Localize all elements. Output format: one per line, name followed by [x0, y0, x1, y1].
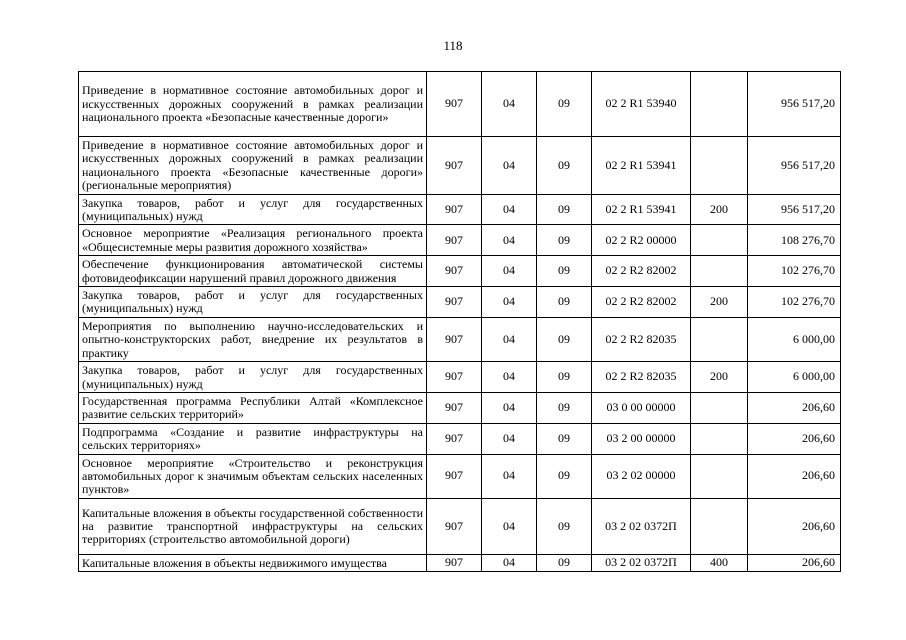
section-code: 04: [482, 225, 537, 256]
row-description: Закупка товаров, работ и услуг для государственных (муниципальных) нужд: [79, 194, 427, 225]
expense-type: 200: [691, 194, 748, 225]
row-description: Приведение в нормативное состояние автомобильных дорог и искусственных дорожных сооружений в рамках реализации национального проекта «Безопасные качественные дороги»: [79, 72, 427, 137]
section-code: 04: [482, 72, 537, 137]
section-code: 04: [482, 392, 537, 423]
target-article: 02 2 R2 82035: [592, 362, 691, 393]
row-description: Мероприятия по выполнению научно-исследовательских и опытно-конструкторских работ, внедрение их результатов в практику: [79, 317, 427, 361]
ministry-code: 907: [427, 392, 482, 423]
subsection-code: 09: [537, 454, 592, 498]
section-code: 04: [482, 137, 537, 195]
section-code: 04: [482, 317, 537, 361]
ministry-code: 907: [427, 317, 482, 361]
ministry-code: 907: [427, 137, 482, 195]
target-article: 02 2 R2 82002: [592, 256, 691, 287]
amount: 206,60: [748, 554, 841, 571]
ministry-code: 907: [427, 194, 482, 225]
table-row: [79, 72, 841, 137]
subsection-code: 09: [537, 392, 592, 423]
page-number: 118: [443, 38, 463, 53]
subsection-code: 09: [537, 72, 592, 137]
table-row: [79, 498, 841, 554]
ministry-code: 907: [427, 287, 482, 318]
amount: 102 276,70: [748, 256, 841, 287]
ministry-code: 907: [427, 454, 482, 498]
expense-type: [691, 225, 748, 256]
subsection-code: 09: [537, 256, 592, 287]
section-code: 04: [482, 256, 537, 287]
amount: 206,60: [748, 423, 841, 454]
target-article: 02 2 R1 53940: [592, 72, 691, 137]
table-row: [79, 317, 841, 361]
ministry-code: 907: [427, 256, 482, 287]
section-code: 04: [482, 287, 537, 318]
row-description: Государственная программа Республики Алтай «Комплексное развитие сельских территорий»: [79, 392, 427, 423]
subsection-code: 09: [537, 362, 592, 393]
ministry-code: 907: [427, 554, 482, 571]
target-article: 02 2 R1 53941: [592, 137, 691, 195]
table-row: [79, 362, 841, 393]
table-row: [79, 554, 841, 571]
expense-type: [691, 317, 748, 361]
row-description: Капитальные вложения в объекты недвижимого имущества: [79, 554, 427, 571]
amount: 108 276,70: [748, 225, 841, 256]
section-code: 04: [482, 498, 537, 554]
expense-type: 200: [691, 362, 748, 393]
row-description: Подпрограмма «Создание и развитие инфраструктуры на сельских территориях»: [79, 423, 427, 454]
target-article: 03 2 00 00000: [592, 423, 691, 454]
amount: 6 000,00: [748, 317, 841, 361]
subsection-code: 09: [537, 225, 592, 256]
target-article: 02 2 R1 53941: [592, 194, 691, 225]
amount: 206,60: [748, 392, 841, 423]
section-code: 04: [482, 554, 537, 571]
row-description: Обеспечение функционирования автоматической системы фотовидеофиксации нарушений правил дорожного движения: [79, 256, 427, 287]
table-row: [79, 256, 841, 287]
subsection-code: 09: [537, 317, 592, 361]
expense-type: [691, 423, 748, 454]
section-code: 04: [482, 362, 537, 393]
table-row: [79, 137, 841, 195]
expense-type: [691, 256, 748, 287]
amount: 6 000,00: [748, 362, 841, 393]
expense-type: [691, 137, 748, 195]
target-article: 03 2 02 0372П: [592, 498, 691, 554]
target-article: 03 0 00 00000: [592, 392, 691, 423]
expense-type: [691, 72, 748, 137]
row-description: Закупка товаров, работ и услуг для государственных (муниципальных) нужд: [79, 287, 427, 318]
target-article: 02 2 R2 82035: [592, 317, 691, 361]
row-description: Основное мероприятие «Реализация регионального проекта «Общесистемные меры развития дорожного хозяйства»: [79, 225, 427, 256]
amount: 956 517,20: [748, 137, 841, 195]
section-code: 04: [482, 194, 537, 225]
section-code: 04: [482, 423, 537, 454]
table-row: [79, 423, 841, 454]
amount: 206,60: [748, 498, 841, 554]
target-article: 03 2 02 0372П: [592, 554, 691, 571]
expense-type: 200: [691, 287, 748, 318]
subsection-code: 09: [537, 554, 592, 571]
ministry-code: 907: [427, 72, 482, 137]
table-row: [79, 454, 841, 498]
table-row: [79, 194, 841, 225]
expense-type: 400: [691, 554, 748, 571]
expense-type: [691, 392, 748, 423]
amount: 102 276,70: [748, 287, 841, 318]
table-row: [79, 287, 841, 318]
amount: 956 517,20: [748, 194, 841, 225]
budget-table-body: [79, 72, 841, 572]
row-description: Приведение в нормативное состояние автомобильных дорог и искусственных дорожных сооружений в рамках реализации национального проекта «Безопасные качественные дороги» (региональные мероприятия): [79, 137, 427, 195]
amount: 956 517,20: [748, 72, 841, 137]
ministry-code: 907: [427, 423, 482, 454]
ministry-code: 907: [427, 225, 482, 256]
subsection-code: 09: [537, 287, 592, 318]
budget-table: [78, 71, 841, 572]
subsection-code: 09: [537, 498, 592, 554]
ministry-code: 907: [427, 498, 482, 554]
subsection-code: 09: [537, 194, 592, 225]
table-row: [79, 392, 841, 423]
row-description: Закупка товаров, работ и услуг для государственных (муниципальных) нужд: [79, 362, 427, 393]
expense-type: [691, 454, 748, 498]
section-code: 04: [482, 454, 537, 498]
row-description: Основное мероприятие «Строительство и реконструкция автомобильных дорог к значимым объектам сельских населенных пунктов»: [79, 454, 427, 498]
ministry-code: 907: [427, 362, 482, 393]
target-article: 02 2 R2 00000: [592, 225, 691, 256]
row-description: Капитальные вложения в объекты государственной собственности на развитие транспортной инфраструктуры на сельских территориях (строительство автомобильной дороги): [79, 498, 427, 554]
amount: 206,60: [748, 454, 841, 498]
expense-type: [691, 498, 748, 554]
subsection-code: 09: [537, 423, 592, 454]
target-article: 02 2 R2 82002: [592, 287, 691, 318]
subsection-code: 09: [537, 137, 592, 195]
table-row: [79, 225, 841, 256]
target-article: 03 2 02 00000: [592, 454, 691, 498]
